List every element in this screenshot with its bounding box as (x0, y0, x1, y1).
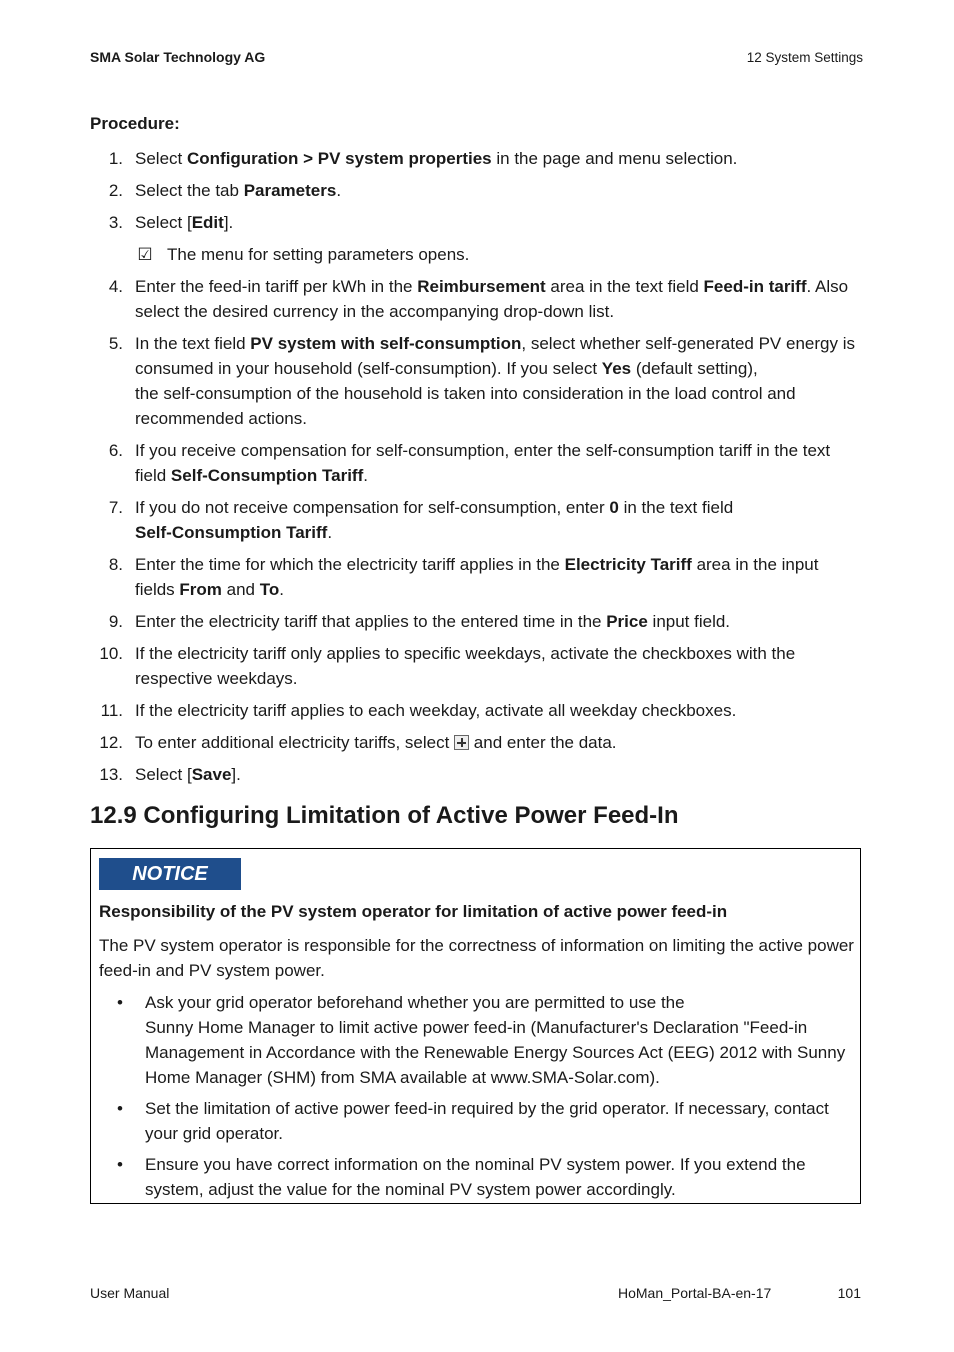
step-text: To enter additional electricity tariffs, select (135, 733, 455, 752)
step-number: 5. (108, 334, 123, 353)
plus-icon (454, 735, 469, 750)
step-emphasis: Configuration > PV system properties (186, 149, 492, 168)
step-number: 8. (108, 555, 123, 574)
step-number: 6. (108, 441, 123, 460)
bullet-dot-icon: • (117, 1099, 123, 1118)
step-number: 3. (108, 213, 123, 232)
step-emphasis: Price (606, 612, 648, 631)
notice-bullets (99, 990, 855, 1208)
step-emphasis: From (179, 580, 222, 599)
step-number: 2. (108, 181, 123, 200)
bullet-text: Set the limitation of active power feed-in required by the grid operator. If necessary, contact your grid operator. (145, 1099, 829, 1143)
step-text: If the electricity tariff applies to each weekday, activate all weekday checkboxes. (135, 701, 737, 720)
footer-page-number: 101 (837, 1285, 861, 1301)
step-text: . (327, 523, 333, 542)
step-number: 7. (108, 498, 123, 517)
procedure-step (90, 146, 862, 171)
step-emphasis: 0 (609, 498, 619, 517)
bullet-text: Ensure you have correct information on the nominal PV system power. If you extend the system, adjust the value for the nominal PV system power accordingly. (145, 1155, 806, 1199)
step-text: area in the input fields (135, 555, 819, 599)
procedure-step (90, 274, 862, 324)
step-text: . Also select the desired currency in the accompanying drop-down list. (135, 277, 849, 321)
footer-doc-id: HoMan_Portal-BA-en-17 (618, 1285, 772, 1301)
step-number: 9. (108, 612, 123, 631)
procedure-step (90, 210, 862, 235)
step-text: ]. (223, 213, 234, 232)
step-result-text: The menu for setting parameters opens. (167, 245, 470, 264)
step-text: in the text field (618, 498, 734, 517)
step-emphasis: Parameters (243, 181, 337, 200)
step-text: Select [ (135, 765, 192, 784)
procedure-step (90, 495, 862, 545)
bullet-dot-icon: • (117, 993, 123, 1012)
step-emphasis: Edit (191, 213, 224, 232)
notice-bullet (99, 1096, 855, 1146)
step-text: . (363, 466, 368, 485)
checkbox-checked-icon: ☑ (137, 245, 153, 264)
bullet-dot-icon: • (117, 1155, 123, 1174)
step-number: 13. (99, 765, 123, 784)
step-text: . (279, 580, 284, 599)
step-text: ]. (231, 765, 241, 784)
step-emphasis: Self-Consumption Tariff (170, 466, 364, 485)
notice-box (90, 848, 861, 1204)
step-emphasis: PV system with self-consumption (250, 334, 522, 353)
step-emphasis: Self-Consumption Tariff (135, 523, 328, 542)
step-emphasis: Reimbursement (417, 277, 546, 296)
step-text: in the page and menu selection. (491, 149, 738, 168)
notice-bullet (99, 1152, 855, 1202)
procedure-title: Procedure: (90, 114, 180, 133)
step-emphasis: To (259, 580, 280, 599)
notice-label: NOTICE (99, 858, 241, 890)
procedure-step (90, 762, 862, 787)
step-emphasis: Save (191, 765, 232, 784)
step-text: input field. (647, 612, 731, 631)
bullet-text: Ask your grid operator beforehand whether you are permitted to use the (145, 993, 685, 1012)
notice-bullet (99, 990, 855, 1090)
footer-left: User Manual (90, 1285, 170, 1301)
procedure-step (90, 730, 862, 755)
step-number: 1. (108, 149, 123, 168)
notice-heading: Responsibility of the PV system operator for limitation of active power feed-in (99, 902, 728, 921)
header-section: 12 System Settings (746, 50, 863, 65)
step-text: Select (135, 149, 187, 168)
header-company: SMA Solar Technology AG (90, 49, 266, 65)
procedure-step (90, 178, 862, 203)
step-text: Enter the electricity tariff that applies to the entered time in the (135, 612, 607, 631)
step-text: Select the tab (135, 181, 244, 200)
step-text: (default setting), (631, 359, 758, 378)
notice-body: The PV system operator is responsible for the correctness of information on limiting the active power feed-in and PV system power. (99, 936, 854, 980)
step-text: the self-consumption of the household is taken into consideration in the load control and recommended actions. (135, 384, 796, 428)
procedure-step (90, 609, 862, 634)
step-text: In the text field (135, 334, 251, 353)
procedure-step (90, 552, 862, 602)
procedure-step (90, 438, 862, 488)
step-number: 11. (100, 701, 123, 720)
step-text: Enter the time for which the electricity tariff applies in the (135, 555, 565, 574)
step-text: . (336, 181, 342, 200)
step-emphasis: Yes (601, 359, 632, 378)
step-text: area in the text field (545, 277, 704, 296)
step-text: If the electricity tariff only applies to specific weekdays, activate the checkboxes with the respective weekdays. (135, 644, 796, 688)
procedure-step (90, 698, 862, 723)
step-text: and enter the data. (469, 733, 617, 752)
step-text: If you do not receive compensation for self-consumption, enter (135, 498, 610, 517)
procedure-steps (90, 146, 862, 794)
step-text: , select whether self-generated PV energy is consumed in your household (self-consumption). If you select (135, 334, 855, 378)
bullet-text: Sunny Home Manager to limit active power feed-in (Manufacturer's Declaration "Feed-in Management in Accordance with the Renewable Energy Sources Act (EEG) 2012 with Sunny Home Manager (SHM) from SMA available at www.SMA-Solar.com). (145, 1018, 846, 1087)
step-result (90, 242, 862, 267)
procedure-step (90, 331, 862, 431)
step-text: Select [ (135, 213, 192, 232)
step-emphasis: Feed-in tariff (703, 277, 807, 296)
step-text: If you receive compensation for self-consumption, enter the self-consumption tariff in the text field (135, 441, 831, 485)
step-number: 12. (99, 733, 123, 752)
procedure-step (90, 641, 862, 691)
step-emphasis: Electricity Tariff (564, 555, 692, 574)
section-title: 12.9 Configuring Limitation of Active Power Feed-In (90, 802, 679, 829)
step-text: and (221, 580, 260, 599)
step-text: Enter the feed-in tariff per kWh in the (135, 277, 418, 296)
step-number: 10. (99, 644, 123, 663)
step-number: 4. (108, 277, 123, 296)
